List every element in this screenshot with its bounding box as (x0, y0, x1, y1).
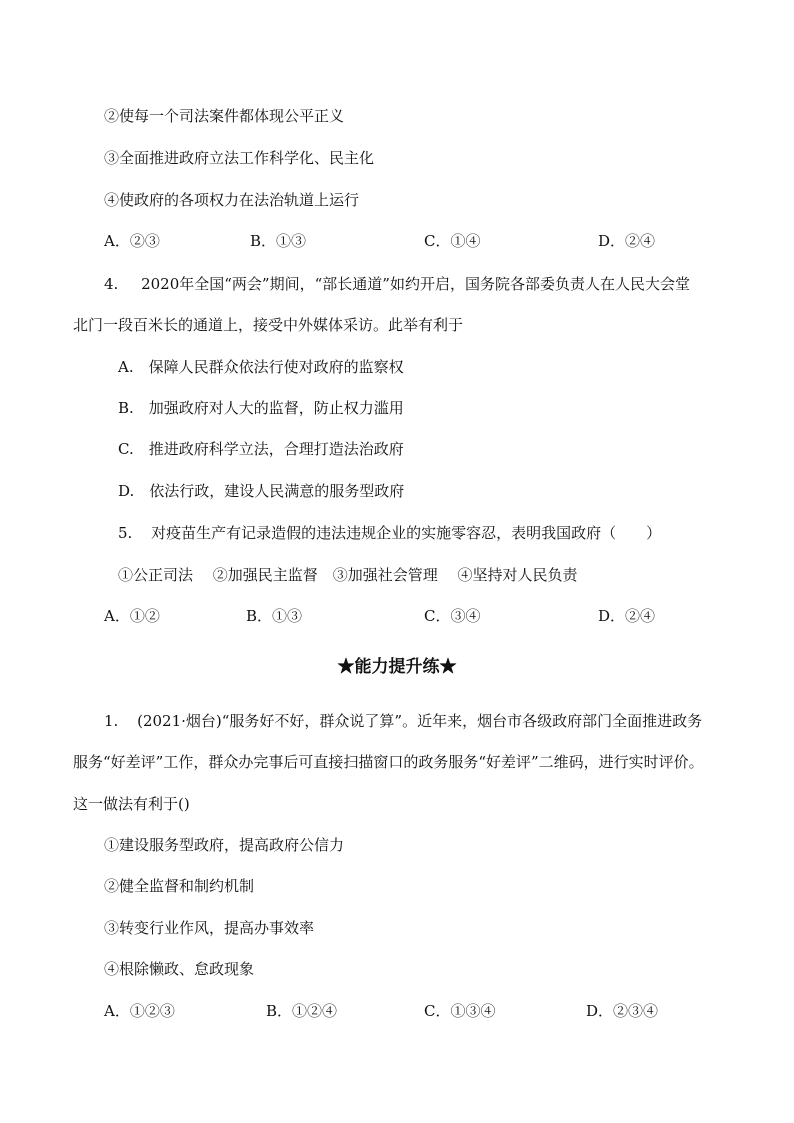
question-5-text: 对疫苗生产有记录造假的违法违规企业的实施零容忍，表明我国政府（ ） (151, 524, 662, 542)
exercise-1-line3: 这一做法有利于() (73, 795, 190, 813)
option-d: D．②③④ (586, 1002, 659, 1020)
option-d: D．②④ (598, 607, 656, 625)
option-b: B．①③ (246, 607, 303, 625)
statement-3: ③全面推进政府立法工作科学化、民主化 (104, 149, 375, 167)
option-a: A．①② (104, 607, 160, 625)
exercise-1-stem (104, 711, 702, 731)
statement-2: ②使每一个司法案件都体现公平正义 (104, 107, 345, 125)
section-title: ★能力提升练★ (337, 657, 457, 677)
exercise-statement-2: ②健全监督和制约机制 (104, 877, 255, 895)
option-c: C．③④ (424, 607, 481, 625)
exercise-statement-4: ④根除懒政、怠政现象 (104, 960, 255, 978)
question-number: 4. (104, 275, 119, 293)
question-4-stem (104, 274, 690, 294)
question-5-statements: ①公正司法 ②加强民主监督 ③加强社会管理 ④坚持对人民负责 (118, 566, 578, 584)
option-a: A．②③ (104, 232, 160, 250)
statement-4: ④使政府的各项权力在法治轨道上运行 (104, 191, 360, 209)
option-a: A．①②③ (104, 1002, 175, 1020)
question-number: 5. (118, 524, 133, 542)
option-b: B．①②④ (266, 1002, 338, 1020)
exercise-1-line2: 服务“好差评”工作，群众办完事后可直接扫描窗口的政务服务“好差评”二维码，进行实时评价。 (73, 753, 704, 771)
option-d: D．②④ (598, 232, 656, 250)
choice-c: C. 推进政府科学立法，合理打造法治政府 (118, 440, 404, 458)
option-c: C．①③④ (424, 1002, 496, 1020)
question-4-line2: 北门一段百米长的通道上，接受中外媒体采访。此举有利于 (73, 316, 464, 334)
option-b: B．①③ (250, 232, 307, 250)
exercise-1-line1: (2021·烟台)“服务好不好，群众说了算”。近年来，烟台市各级政府部门全面推进政务 (137, 712, 703, 730)
question-number: 1. (104, 712, 119, 730)
choice-b: B. 加强政府对人大的监督，防止权力滥用 (118, 399, 404, 417)
question-4-line1: 2020年全国“两会”期间，“部长通道”如约开启，国务院各部委负责人在人民大会堂 (141, 275, 690, 293)
option-c: C．①④ (424, 232, 481, 250)
choice-d: D. 依法行政，建设人民满意的服务型政府 (118, 482, 405, 500)
exercise-statement-3: ③转变行业作风，提高办事效率 (104, 919, 315, 937)
choice-a: A. 保障人民群众依法行使对政府的监察权 (118, 358, 404, 376)
exercise-statement-1: ①建设服务型政府，提高政府公信力 (104, 836, 345, 854)
question-5-stem (118, 523, 661, 543)
